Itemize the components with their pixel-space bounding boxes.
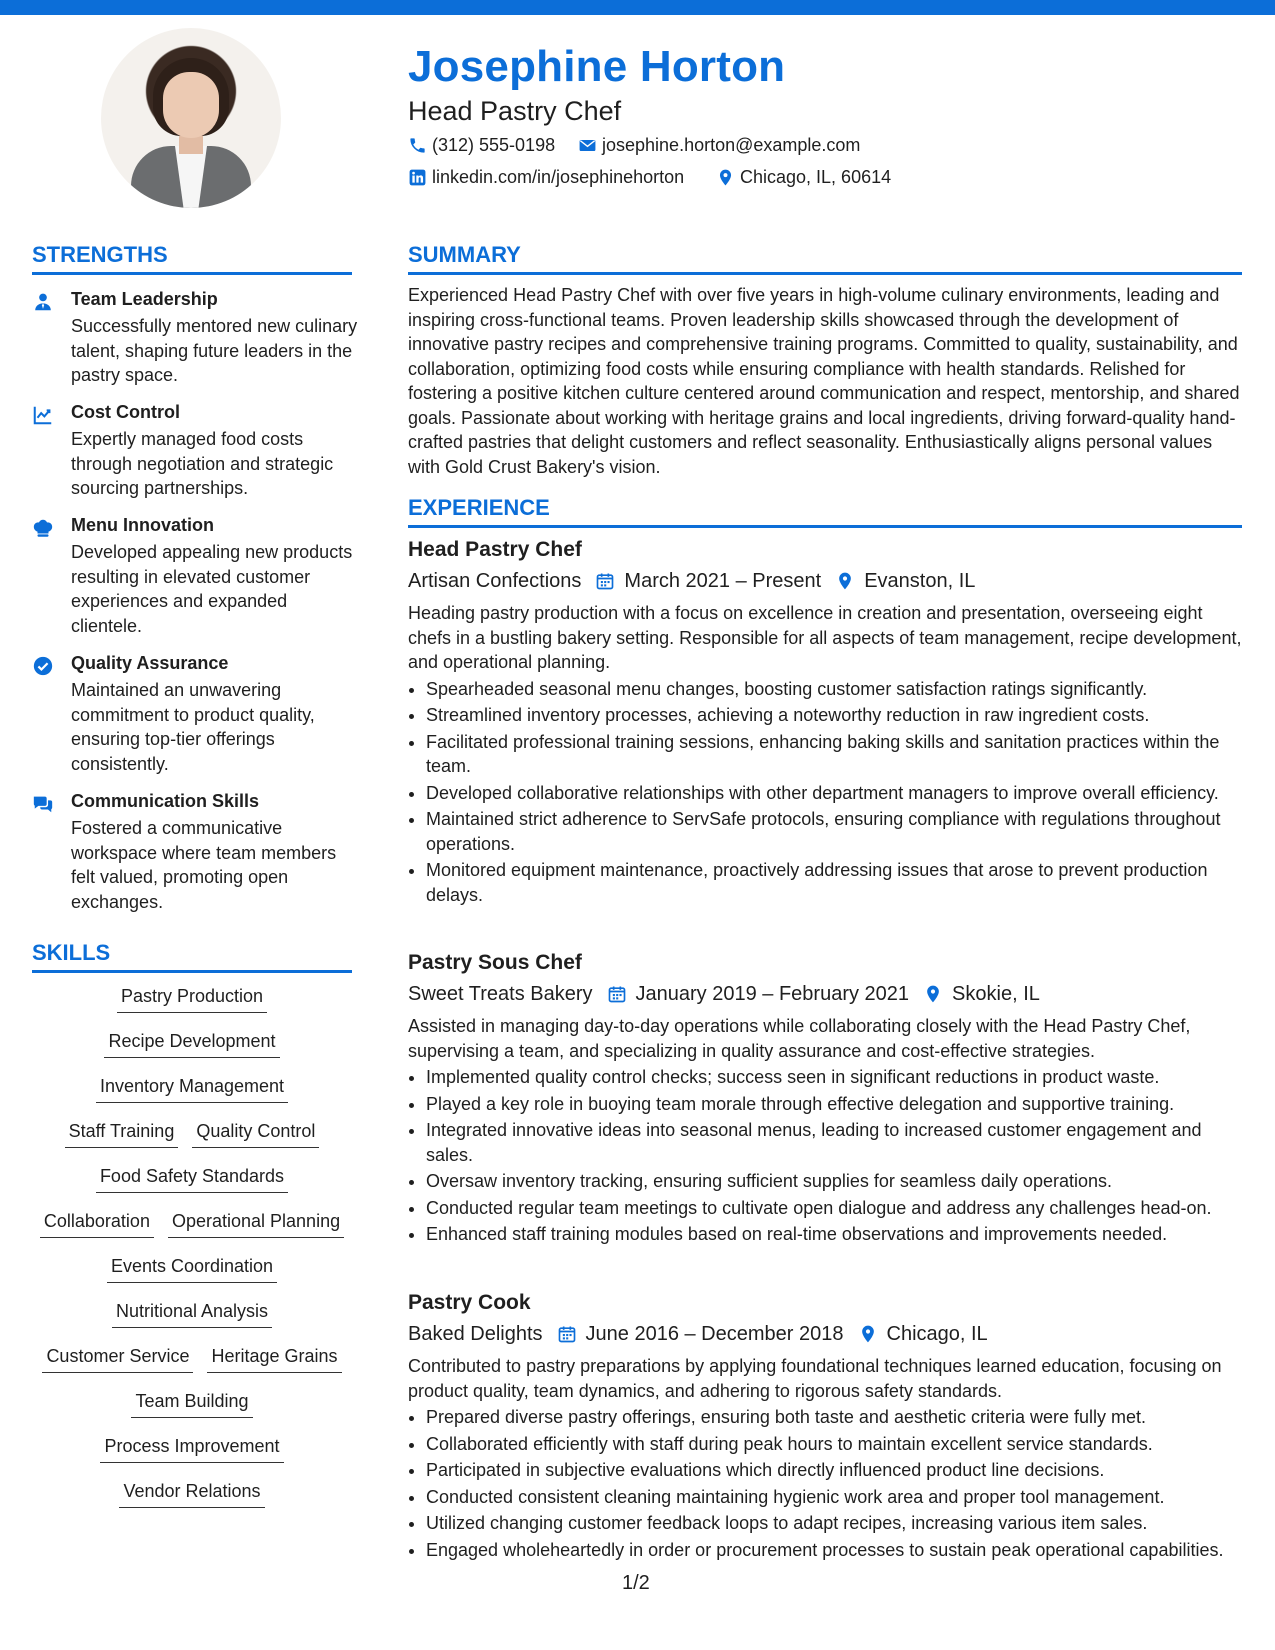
phone-text: (312) 555-0198 xyxy=(432,135,556,155)
list-item: • Conducted consistent cleaning maintaining hygienic work area and proper tool management. xyxy=(426,1485,1242,1510)
job-description: Assisted in managing day-to-day operations while collaborating closely with the Head Pastry Chef, supervising a team, and specializing in quality assurance and cost-effective strategies. xyxy=(408,1016,1191,1061)
list-item: • Prepared diverse pastry offerings, ensuring both taste and aesthetic criteria were fully met. xyxy=(426,1405,1242,1430)
list-item: • Oversaw inventory tracking, ensuring sufficient supplies for seamless daily operations. xyxy=(426,1169,1242,1194)
list-item: • Engaged wholeheartedly in order or procurement processes to sustain peak operational capabilities. xyxy=(426,1538,1242,1563)
list-item: • Utilized changing customer feedback loops to adapt recipes, increasing various item sales. xyxy=(426,1511,1242,1536)
strength-title: Quality Assurance xyxy=(71,653,229,673)
summary-heading: SUMMARY xyxy=(408,242,1242,275)
strengths-heading: STRENGTHS xyxy=(32,242,352,275)
envelope-icon xyxy=(578,136,597,155)
skills-list xyxy=(32,985,352,1525)
strength-desc: Maintained an unwavering commitment to product quality, ensuring top-tier offerings consistently. xyxy=(71,680,315,774)
skill-tag: Recipe Development xyxy=(104,1030,279,1058)
strength-desc: Expertly managed food costs through negotiation and strategic sourcing partnerships. xyxy=(71,429,334,498)
job-entry xyxy=(408,948,1242,1249)
skill-tag: Events Coordination xyxy=(107,1255,277,1283)
job-title: Pastry Cook xyxy=(408,1291,531,1314)
linkedin-text: linkedin.com/in/josephinehorton xyxy=(432,167,685,187)
job-description: Heading pastry production with a focus on excellence in creation and presentation, overseeing eight chefs in a bustling bakery setting. Responsible for all aspects of team management, recipe development, and operational planning. xyxy=(408,603,1242,672)
skill-tag: Team Building xyxy=(131,1390,252,1418)
job-meta xyxy=(408,1318,1242,1350)
job-company: Baked Delights xyxy=(408,1322,543,1345)
map-pin-icon xyxy=(716,168,735,187)
job-location: Chicago, IL xyxy=(886,1322,988,1345)
skills-heading: SKILLS xyxy=(32,940,352,973)
calendar-icon xyxy=(557,1324,577,1344)
chef-hat-icon xyxy=(32,517,54,539)
candidate-title: Head Pastry Chef xyxy=(408,96,622,126)
skill-tag: Inventory Management xyxy=(96,1075,288,1103)
job-entry xyxy=(408,535,1242,909)
candidate-name: Josephine Horton xyxy=(408,42,786,91)
job-title: Pastry Sous Chef xyxy=(408,951,582,974)
map-pin-icon xyxy=(835,571,855,591)
chart-line-icon xyxy=(32,404,54,426)
phone-icon xyxy=(408,136,427,155)
job-description: Contributed to pastry preparations by applying foundational techniques learned education, focusing on product quality, team dynamics, and adhering to rigorous safety standards. xyxy=(408,1356,1222,1401)
check-circle-icon xyxy=(32,655,54,677)
skill-tag: Nutritional Analysis xyxy=(112,1300,272,1328)
list-item: • Maintained strict adherence to ServSafe protocols, ensuring compliance with regulations throughout operations. xyxy=(426,807,1242,856)
linkedin-contact[interactable] xyxy=(408,167,684,188)
profile-photo xyxy=(101,28,281,208)
job-dates: March 2021 – Present xyxy=(624,569,822,592)
calendar-icon xyxy=(607,984,627,1004)
experience-heading: EXPERIENCE xyxy=(408,495,1242,528)
strength-desc: Developed appealing new products resulting in elevated customer experiences and expanded clientele. xyxy=(71,542,353,636)
job-bullets xyxy=(408,677,1242,908)
job-bullets xyxy=(408,1405,1242,1562)
job-dates: June 2016 – December 2018 xyxy=(585,1322,844,1345)
list-item: • Spearheaded seasonal menu changes, boosting customer satisfaction ratings significantly. xyxy=(426,677,1242,702)
job-location: Skokie, IL xyxy=(952,982,1040,1005)
comments-icon xyxy=(32,793,54,815)
skill-tag: Operational Planning xyxy=(168,1210,344,1238)
email-contact[interactable] xyxy=(578,135,860,156)
strength-desc: Fostered a communicative workspace where team members felt valued, promoting open exchanges. xyxy=(71,818,337,912)
map-pin-icon xyxy=(858,1324,878,1344)
list-item: • Played a key role in buoying team morale through effective delegation and supportive training. xyxy=(426,1092,1242,1117)
strength-title: Team Leadership xyxy=(71,289,218,309)
job-company: Sweet Treats Bakery xyxy=(408,982,593,1005)
list-item: • Monitored equipment maintenance, proactively addressing issues that arose to prevent production delays. xyxy=(426,858,1242,907)
list-item: • Integrated innovative ideas into seasonal menus, leading to increased customer engagement and sales. xyxy=(426,1118,1242,1167)
phone-contact[interactable] xyxy=(408,135,555,156)
list-item: • Facilitated professional training sessions, enhancing baking skills and sanitation practices within the team. xyxy=(426,730,1242,779)
skill-tag: Collaboration xyxy=(40,1210,154,1238)
list-item: • Developed collaborative relationships with other department managers to improve overall efficiency. xyxy=(426,781,1242,806)
list-item: • Enhanced staff training modules based on real-time observations and improvements needed. xyxy=(426,1222,1242,1247)
linkedin-icon xyxy=(408,168,427,187)
skill-tag: Customer Service xyxy=(42,1345,193,1373)
skill-tag: Food Safety Standards xyxy=(96,1165,288,1193)
job-bullets xyxy=(408,1065,1242,1247)
location-contact xyxy=(716,167,891,188)
job-title: Head Pastry Chef xyxy=(408,538,582,561)
list-item: • Streamlined inventory processes, achieving a noteworthy reduction in raw ingredient costs. xyxy=(426,703,1242,728)
email-text: josephine.horton@example.com xyxy=(602,135,861,155)
strength-title: Communication Skills xyxy=(71,791,260,811)
list-item: • Implemented quality control checks; success seen in significant reductions in product waste. xyxy=(426,1065,1242,1090)
skill-tag: Staff Training xyxy=(65,1120,179,1148)
list-item: • Conducted regular team meetings to cultivate open dialogue and address any challenges head-on. xyxy=(426,1196,1242,1221)
location-text: Chicago, IL, 60614 xyxy=(740,167,892,187)
list-item: • Participated in subjective evaluations which directly influenced product line decisions. xyxy=(426,1458,1242,1483)
job-location: Evanston, IL xyxy=(864,569,976,592)
skill-tag: Vendor Relations xyxy=(119,1480,264,1508)
strength-title: Cost Control xyxy=(71,402,180,422)
list-item: • Collaborated efficiently with staff during peak hours to maintain excellent service standards. xyxy=(426,1432,1242,1457)
top-accent-bar xyxy=(0,0,1275,15)
strength-desc: Successfully mentored new culinary talent, shaping future leaders in the pastry space. xyxy=(71,316,358,385)
user-tie-icon xyxy=(32,291,54,313)
job-meta xyxy=(408,978,1242,1010)
job-dates: January 2019 – February 2021 xyxy=(635,982,910,1005)
calendar-icon xyxy=(595,571,615,591)
job-entry xyxy=(408,1288,1242,1564)
skill-tag: Process Improvement xyxy=(100,1435,283,1463)
job-meta xyxy=(408,565,1242,597)
skill-tag: Heritage Grains xyxy=(207,1345,341,1373)
job-company: Artisan Confections xyxy=(408,569,582,592)
skill-tag: Quality Control xyxy=(192,1120,319,1148)
page-number: 1/2 xyxy=(622,1572,650,1594)
map-pin-icon xyxy=(923,984,943,1004)
summary-text: Experienced Head Pastry Chef with over five years in high-volume culinary environments, leading and inspiring cross-functional teams. Proven leadership skills showcased through the development of innovative pastry recipes and comprehensive training programs. Committed to quality, sustainability, and collaboration, optimizing food costs while ensuring compliance with health standards. Relished for fostering a positive kitchen culture centered around communication and respect, mentorship, and shared goals. Passionate about working with heritage grains and local ingredients, driving forward-quality hand-crafted pastries that delight customers and reflect seasonality. Enthusiastically aligns personal values with Gold Crust Bakery's vision. xyxy=(408,285,1240,477)
strength-title: Menu Innovation xyxy=(71,515,214,535)
skill-tag: Pastry Production xyxy=(117,985,267,1013)
